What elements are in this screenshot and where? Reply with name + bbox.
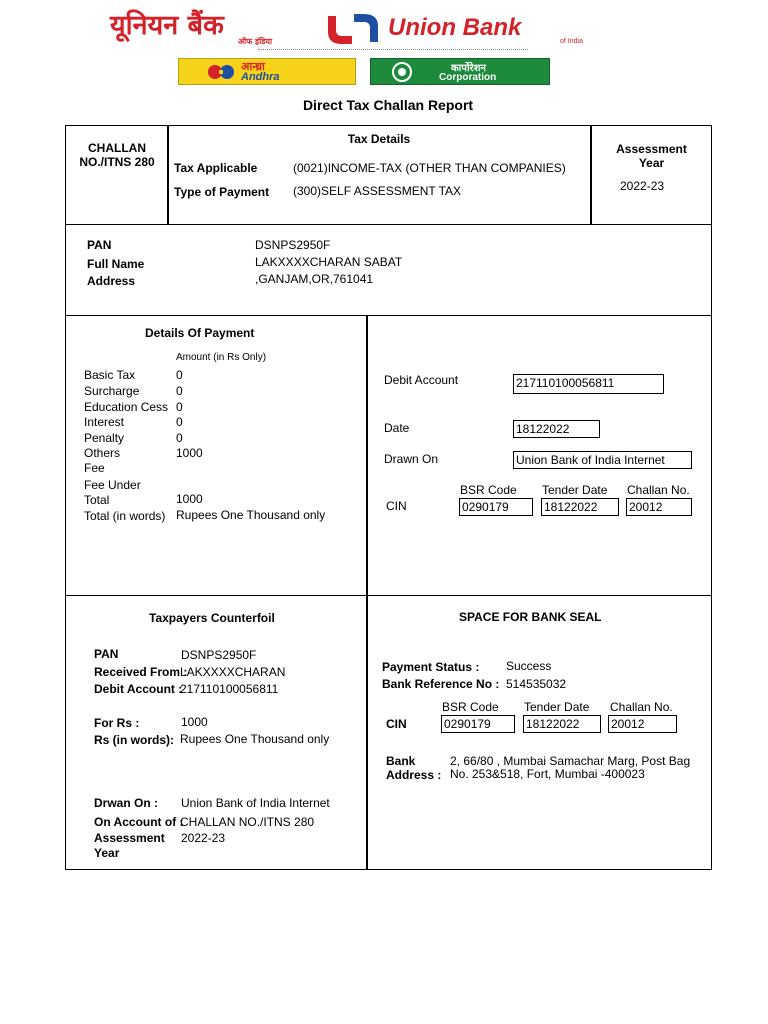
for-rs-label: For Rs : bbox=[94, 716, 140, 730]
payment-divider bbox=[366, 315, 368, 596]
rs-in-words-label: Rs (in words): bbox=[94, 733, 174, 747]
seal-challan-no-label: Challan No. bbox=[610, 700, 673, 714]
counterfoil-divider bbox=[366, 595, 368, 870]
bsr-code-label: BSR Code bbox=[460, 483, 517, 497]
date-field: 18122022 bbox=[513, 420, 600, 438]
tax-applicable-label: Tax Applicable bbox=[174, 161, 258, 175]
amount-header: Amount (in Rs Only) bbox=[176, 352, 267, 363]
corporation-english-text: Corporation bbox=[439, 72, 497, 83]
full-name-label: Full Name bbox=[87, 257, 145, 271]
payment-row-label: Total (in words) bbox=[84, 509, 166, 523]
drawn-on-label: Drawn On bbox=[384, 452, 439, 466]
counterfoil-debit-value: 217110100056811 bbox=[180, 682, 279, 696]
assessment-year-value: 2022-23 bbox=[620, 179, 665, 193]
page-title: Direct Tax Challan Report bbox=[302, 97, 474, 113]
type-of-payment-label: Type of Payment bbox=[174, 185, 270, 199]
corporation-hindi-text: कार्पोरेशन bbox=[451, 63, 486, 74]
andhra-hindi-text: आन्ध्रा bbox=[241, 60, 265, 73]
assessment-year-label-line1: Assessment bbox=[616, 142, 687, 156]
counterfoil-pan-value: DSNPS2950F bbox=[181, 648, 257, 662]
payment-row-label: Interest bbox=[84, 415, 125, 429]
bank-reference-label: Bank Reference No : bbox=[382, 677, 500, 691]
corporation-bank-logo bbox=[370, 58, 550, 85]
bank-name-hindi: यूनियन बैंक bbox=[110, 10, 224, 41]
bank-tagline-english: of India bbox=[560, 38, 583, 45]
challan-label-line1: CHALLAN bbox=[88, 141, 146, 155]
debit-account-label: Debit Account bbox=[384, 373, 459, 387]
pan-label: PAN bbox=[87, 238, 112, 252]
taxpayer-section bbox=[65, 224, 712, 316]
received-from-value: LAKXXXXCHARAN bbox=[180, 665, 286, 679]
on-account-of-label: On Account of : bbox=[94, 815, 184, 829]
counterfoil-heading: Taxpayers Counterfoil bbox=[149, 611, 275, 625]
payment-row-label: Education Cess bbox=[84, 400, 169, 414]
pan-value: DSNPS2950F bbox=[255, 238, 331, 252]
payment-row-value: 0 bbox=[176, 431, 183, 445]
andhra-emblem-icon bbox=[205, 61, 239, 83]
counterfoil-assessment-value: 2022-23 bbox=[181, 831, 226, 845]
tender-date-label: Tender Date bbox=[542, 483, 608, 497]
payment-row-value: 0 bbox=[176, 415, 183, 429]
counterfoil-assessment-label-line2: Year bbox=[94, 846, 120, 860]
tax-details-heading: Tax Details bbox=[347, 132, 411, 146]
union-bank-logo-icon bbox=[322, 10, 384, 48]
counterfoil-debit-label: Debit Account : bbox=[94, 682, 183, 696]
drawn-on-counterfoil-value: Union Bank of India Internet bbox=[181, 796, 330, 810]
address-value: ,GANJAM,OR,761041 bbox=[255, 272, 374, 286]
corporation-emblem-icon bbox=[389, 61, 415, 83]
payment-row-label: Fee bbox=[84, 461, 105, 475]
bank-address-line1: 2, 66/80 , Mumbai Samachar Marg, Post Bag bbox=[450, 754, 691, 768]
payment-row-label: Others bbox=[84, 446, 121, 460]
date-label: Date bbox=[384, 421, 410, 435]
payment-row-label: Total bbox=[84, 493, 110, 507]
payment-row-label: Basic Tax bbox=[84, 368, 136, 382]
payment-status-value: Success bbox=[506, 659, 552, 673]
drawn-on-field: Union Bank of India Internet bbox=[513, 451, 692, 469]
payment-row-value: 0 bbox=[176, 368, 183, 382]
bank-seal-heading: SPACE FOR BANK SEAL bbox=[459, 610, 602, 624]
seal-bsr-code-field: 0290179 bbox=[441, 715, 515, 733]
for-rs-value: 1000 bbox=[181, 715, 208, 729]
received-from-label: Received From : bbox=[94, 665, 188, 679]
challan-no-field: 20012 bbox=[626, 498, 692, 516]
full-name-value: LAKXXXXCHARAN SABAT bbox=[255, 255, 403, 269]
bank-reference-value: 514535032 bbox=[506, 677, 567, 691]
payment-row-value: 1000 bbox=[176, 446, 203, 460]
on-account-of-value: CHALLAN NO./ITNS 280 bbox=[180, 815, 315, 829]
challan-label-line2: NO./ITNS 280 bbox=[79, 155, 155, 169]
payment-row-value: 0 bbox=[176, 384, 183, 398]
bank-address-label-line1: Bank bbox=[386, 754, 416, 768]
challan-divider-right bbox=[590, 125, 592, 225]
andhra-bank-logo bbox=[178, 58, 356, 85]
address-label: Address bbox=[87, 274, 136, 288]
seal-tender-date-label: Tender Date bbox=[524, 700, 590, 714]
debit-account-field: 217110100056811 bbox=[513, 374, 664, 394]
payment-row-value: Rupees One Thousand only bbox=[176, 508, 326, 522]
tax-applicable-value: (0021)INCOME-TAX (OTHER THAN COMPANIES) bbox=[293, 161, 566, 175]
seal-cin-label: CIN bbox=[386, 717, 407, 731]
tender-date-field: 18122022 bbox=[541, 498, 619, 516]
payment-row-value: 1000 bbox=[176, 492, 203, 506]
challan-no-label: Challan No. bbox=[627, 483, 690, 497]
counterfoil-pan-label: PAN bbox=[94, 647, 119, 661]
bsr-code-field: 0290179 bbox=[459, 498, 533, 516]
payment-row-value: 0 bbox=[176, 400, 183, 414]
payment-row-label: Penalty bbox=[84, 431, 125, 445]
counterfoil-assessment-label-line1: Assessment bbox=[94, 831, 165, 845]
bank-name-english: Union Bank bbox=[388, 14, 522, 41]
type-of-payment-value: (300)SELF ASSESSMENT TAX bbox=[293, 184, 462, 198]
seal-challan-no-field: 20012 bbox=[608, 715, 677, 733]
bank-tagline-hindi: ऑफ इंडिया bbox=[238, 36, 273, 46]
bank-address-line2: No. 253&518, Fort, Mumbai -400023 bbox=[450, 767, 645, 781]
andhra-english-text: Andhra bbox=[241, 71, 280, 83]
drawn-on-counterfoil-label: Drwan On : bbox=[94, 796, 159, 810]
seal-bsr-code-label: BSR Code bbox=[442, 700, 499, 714]
assessment-year-label-line2: Year bbox=[638, 156, 665, 170]
seal-tender-date-field: 18122022 bbox=[523, 715, 601, 733]
cin-label: CIN bbox=[386, 499, 407, 513]
payment-row-label: Fee Under bbox=[84, 478, 141, 492]
payment-status-label: Payment Status : bbox=[382, 660, 480, 674]
bank-address-label-line2: Address : bbox=[386, 768, 442, 782]
header-divider bbox=[258, 49, 528, 50]
payment-heading: Details Of Payment bbox=[145, 326, 255, 340]
payment-row-label: Surcharge bbox=[84, 384, 140, 398]
rs-in-words-value: Rupees One Thousand only bbox=[180, 732, 330, 746]
